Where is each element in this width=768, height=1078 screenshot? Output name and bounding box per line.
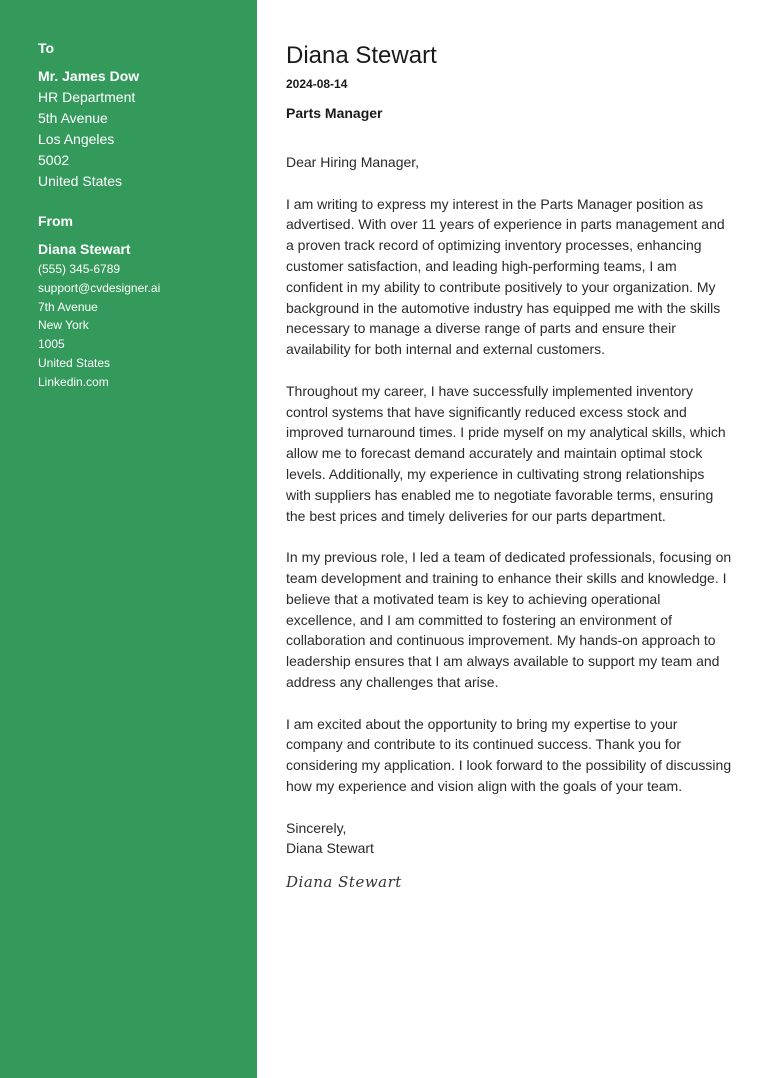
sender-country: United States <box>38 355 111 370</box>
recipient-block <box>38 66 248 192</box>
recipient-zip: 5002 <box>38 152 70 168</box>
recipient-name: Mr. James Dow <box>38 68 140 84</box>
sender-city: New York <box>38 318 89 333</box>
letter-closing-name: Diana Stewart <box>286 840 374 857</box>
letter-closing: Sincerely, <box>286 819 347 836</box>
to-heading: To <box>38 40 55 56</box>
letter-paragraph-1: I am writing to express my interest in the Parts Manager position as advertised. With over 11 years of experience in parts management and a proven track record of optimizing inventory processes, enhancing customer satisfaction, and leading high-performing teams, I am confident in my ability to contribute positively to your organization. My background in the automotive industry has equipped me with the skills necessary to manage a diverse range of parts and ensure their availability for both internal and external customers. <box>286 195 725 358</box>
recipient-department: HR Department <box>38 89 136 105</box>
letter-paragraph-3: In my previous role, I led a team of dedicated professionals, focusing on team development and training to enhance their skills and knowledge. I believe that a motivated team is key to achieving operational excellence, and I am committed to fostering an environment of collaboration and continuous improvement. My hands-on approach to leadership ensures that I am always available to support my team and address any challenges that arise. <box>286 549 732 690</box>
page-title: Diana Stewart <box>286 42 437 69</box>
letter-paragraph-4: I am excited about the opportunity to bring my expertise to your company and contribute to its continued success. Thank you for considering my application. I look forward to the possibility of discussing how my experience and vision align with the goals of your team. <box>286 715 732 794</box>
job-title: Parts Manager <box>286 105 383 121</box>
sender-block <box>38 239 248 392</box>
letter-body <box>286 152 732 859</box>
recipient-country: United States <box>38 173 123 189</box>
letter-paragraph-2: Throughout my career, I have successfully implemented inventory control systems that have significantly reduced excess stock and improved turnaround times. I pride myself on my analytical skills, which allow me to forecast demand accurately and maintain optimal stock levels. Additionally, my experience in cultivating strong relationships with suppliers has enabled me to negotiate favorable terms, ensuring the best prices and timely deliveries for our parts department. <box>286 382 726 524</box>
recipient-street: 5th Avenue <box>38 110 108 126</box>
from-heading: From <box>38 213 73 229</box>
letter-date: 2024-08-14 <box>286 77 348 91</box>
signature: Diana Stewart <box>286 873 402 891</box>
sender-zip: 1005 <box>38 337 65 352</box>
sender-street: 7th Avenue <box>38 299 98 314</box>
sender-phone: (555) 345-6789 <box>38 262 121 276</box>
sidebar <box>0 0 257 1078</box>
letter-greeting: Dear Hiring Manager, <box>286 154 420 170</box>
sender-email: support@cvdesigner.ai <box>38 280 161 295</box>
sender-linkedin: Linkedin.com <box>38 374 109 389</box>
sender-name: Diana Stewart <box>38 241 131 257</box>
recipient-city: Los Angeles <box>38 131 115 147</box>
